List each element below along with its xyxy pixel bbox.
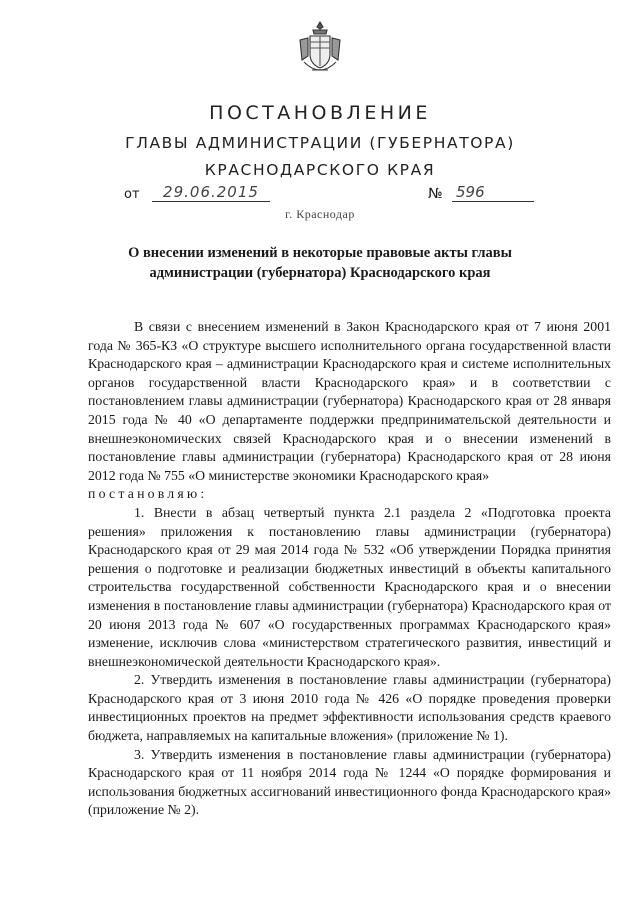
document-body xyxy=(88,318,611,820)
city-name: г. Краснодар xyxy=(285,207,355,221)
item-paragraph-2: 2. Утвердить изменения в постановление главы администрации (губернатора) Краснодарского края от 3 июня 2010 года № 426 «О порядке проведения проверки инвестиционных проектов на предмет эффективности использования средств краевого бюджета, направляемых на капитальные вложения» (приложение № 1). xyxy=(88,672,611,744)
resolve-word: постановляю: xyxy=(88,486,208,502)
document-number: 596 xyxy=(452,183,534,202)
coat-of-arms-emblem xyxy=(298,20,342,78)
date-prefix: от xyxy=(124,187,140,202)
document-subject: О внесении изменений в некоторые правовые акты главы администрации (губернатора) Краснодарского края xyxy=(128,245,512,281)
preamble-paragraph xyxy=(88,318,611,504)
item-paragraph-3: 3. Утвердить изменения в постановление главы администрации (губернатора) Краснодарского края от 11 ноября 2014 года № 1244 «О порядке формирования и использования бюджетных ассигнований инвестиционного фонда Краснодарского края» (приложение № 2). xyxy=(88,746,611,818)
item-paragraph-1: 1. Внести в абзац четвертый пункта 2.1 раздела 2 «Подготовка проекта решения» приложения к постановлению главы администрации (губернатора) Краснодарского края от 29 мая 2014 года № 532 «Об утверждении Порядка принятия решения о подготовке и реализации бюджетных инвестиций в объекты капитального строительства государственной собственности Краснодарского края и о внесении изменения в постановление главы администрации (губернатора) Краснодарского края от 20 июня 2013 года № 607 «О государственных программах Краснодарского края» изменение, исключив слова «министерством стратегического развития, инвестиций и внешнеэкономической деятельности Краснодарского края». xyxy=(88,504,611,669)
preamble-text: В связи с внесением изменений в Закон Краснодарского края от 7 июня 2001 года № 365-КЗ «О структуре высшего исполнительного органа государственной власти Краснодарского края – администрации Краснодарского края и системе исполнительных органов государственной власти Краснодарского края» и в соответствии с постановлением главы администрации (губернатора) Краснодарского края от 28 января 2015 года № 40 «О департаменте поддержки предпринимательской деятельности и внешнеэкономических связей Краснодарского края и о внесении изменений в постановление главы администрации (губернатора) Краснодарского края от 28 июня 2012 года № 755 «О министерстве экономики Краснодарского края» xyxy=(88,319,611,483)
number-label: № xyxy=(428,186,443,202)
date-number-line xyxy=(0,183,640,207)
document-subtitle-region: КРАСНОДАРСКОГО КРАЯ xyxy=(204,161,436,179)
document-date: 29.06.2015 xyxy=(152,183,270,202)
document-subtitle-authority: ГЛАВЫ АДМИНИСТРАЦИИ (ГУБЕРНАТОРА) xyxy=(125,134,515,152)
document-title: ПОСТАНОВЛЕНИЕ xyxy=(209,102,431,124)
